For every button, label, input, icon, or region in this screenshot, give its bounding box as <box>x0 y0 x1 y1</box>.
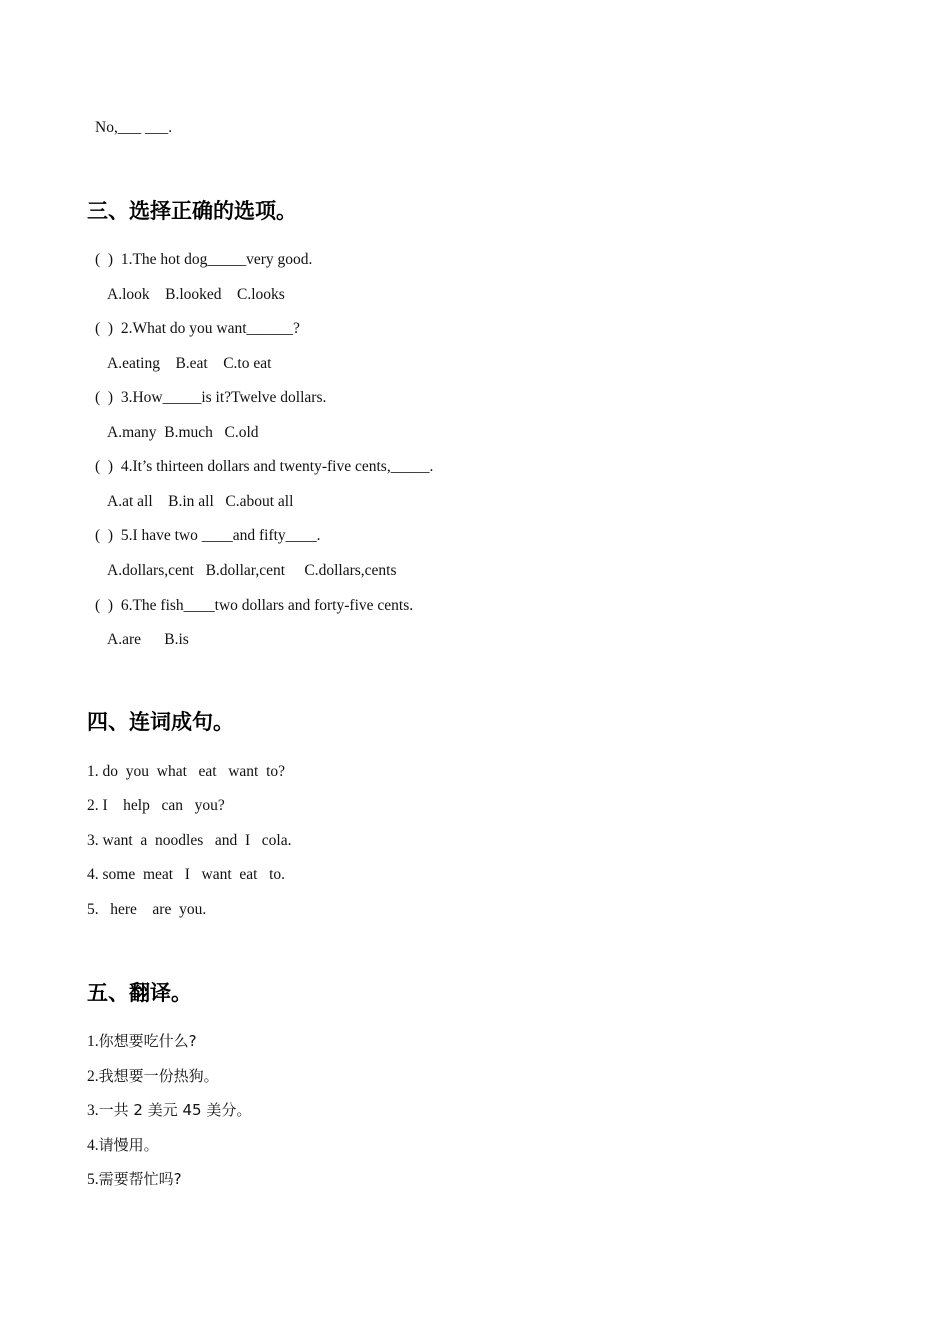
question-3-options: A.many B.much C.old <box>107 424 259 441</box>
translation-item-2-number: 2. <box>87 1068 99 1085</box>
translation-item-2 <box>87 1066 219 1087</box>
fill-blank-answer-line: No,___ ___. <box>95 119 173 136</box>
sentence-item-4: 4. some meat I want eat to. <box>87 866 286 883</box>
question-4-options: A.at all B.in all C.about all <box>107 493 294 510</box>
translation-item-2-text: 我想要一份热狗。 <box>98 1067 219 1085</box>
section-4-heading: 四、连词成句。 <box>87 710 234 734</box>
question-5-options: A.dollars,cent B.dollar,cent C.dollars,cents <box>107 562 397 579</box>
sentence-item-2: 2. I help can you? <box>87 797 225 814</box>
translation-item-3-text: 一共 2 美元 45 美分。 <box>98 1101 252 1119</box>
question-1-options: A.look B.looked C.looks <box>107 286 285 303</box>
translation-item-5-number: 5. <box>87 1171 99 1188</box>
sentence-item-3: 3. want a noodles and I cola. <box>87 832 292 849</box>
translation-item-1 <box>87 1031 197 1052</box>
sentence-item-5: 5. here are you. <box>87 901 207 918</box>
translation-item-1-number: 1. <box>87 1033 99 1050</box>
question-6-options: A.are B.is <box>107 631 189 648</box>
question-5-stem: ( ) 5.I have two ____and fifty____. <box>95 527 321 544</box>
translation-item-5 <box>87 1169 182 1190</box>
translation-item-4-text: 请慢用。 <box>98 1136 159 1154</box>
translation-item-4-number: 4. <box>87 1137 99 1154</box>
question-2-options: A.eating B.eat C.to eat <box>107 355 272 372</box>
question-4-stem: ( ) 4.It’s thirteen dollars and twenty-five cents,_____. <box>95 458 434 475</box>
translation-item-4 <box>87 1135 159 1156</box>
question-2-stem: ( ) 2.What do you want______? <box>95 320 300 337</box>
question-1-stem: ( ) 1.The hot dog_____very good. <box>95 251 313 268</box>
section-5-heading: 五、翻译。 <box>87 981 192 1005</box>
translation-item-5-text: 需要帮忙吗? <box>98 1170 182 1188</box>
question-3-stem: ( ) 3.How_____is it?Twelve dollars. <box>95 389 327 406</box>
translation-item-1-text: 你想要吃什么? <box>98 1032 197 1050</box>
question-6-stem: ( ) 6.The fish____two dollars and forty-five cents. <box>95 597 414 614</box>
section-3-heading: 三、选择正确的选项。 <box>87 199 297 223</box>
translation-item-3 <box>87 1100 251 1121</box>
sentence-item-1: 1. do you what eat want to? <box>87 763 286 780</box>
translation-item-3-number: 3. <box>87 1102 99 1119</box>
